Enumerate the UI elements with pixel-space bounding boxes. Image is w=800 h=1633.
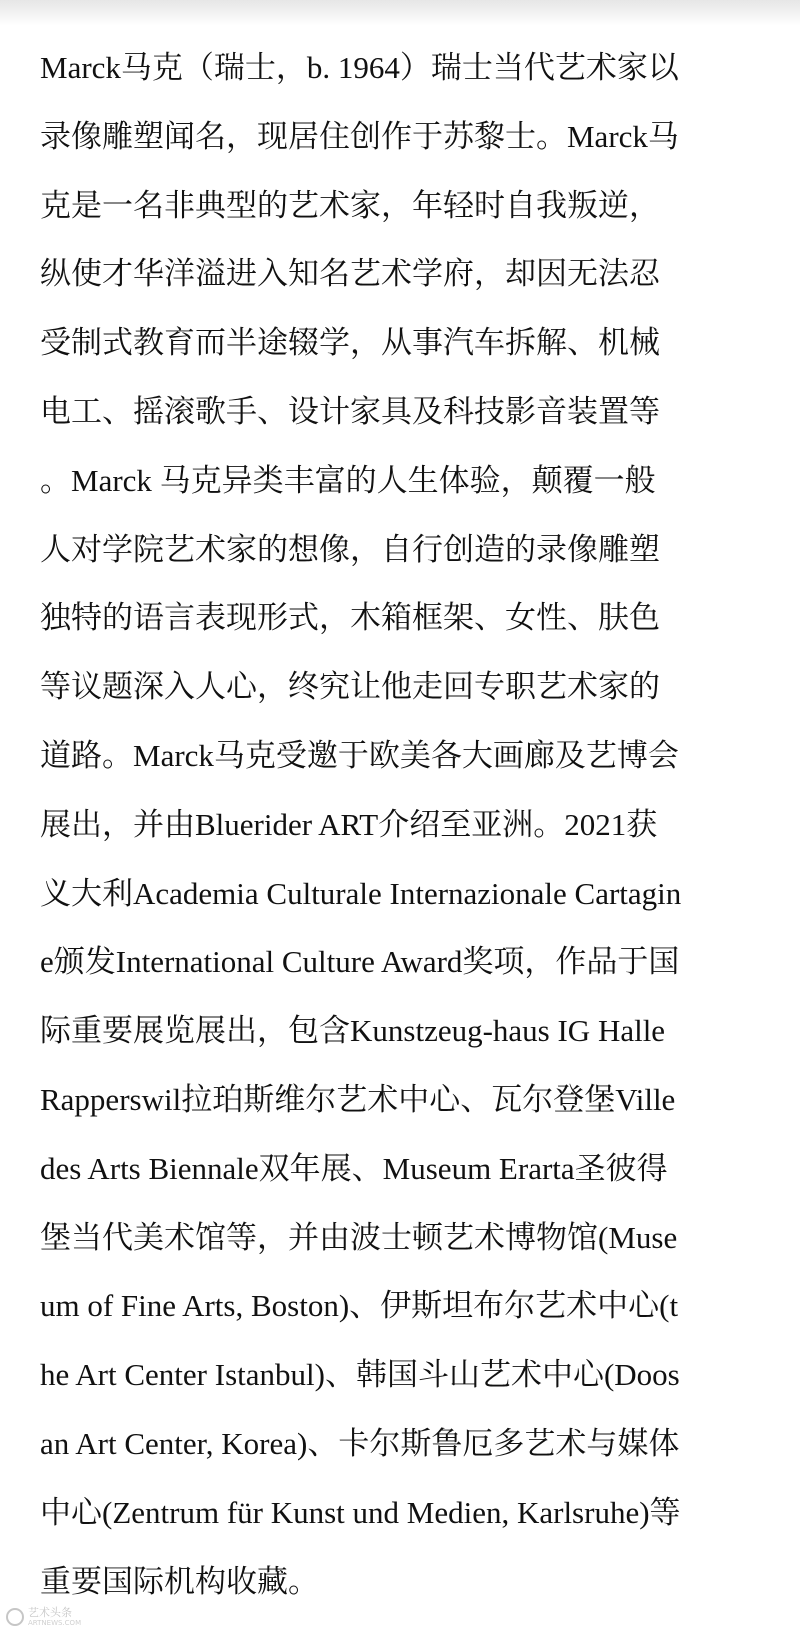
text-line: 克是一名非典型的艺术家，年轻时自我叛逆，: [40, 187, 660, 223]
text-line: 堡当代美术馆等，并由波士顿艺术博物馆(Muse: [40, 1219, 678, 1255]
text-line: des Arts Biennale双年展、Museum Erarta圣彼得: [40, 1150, 668, 1186]
text-line: 人对学院艺术家的想像，自行创造的录像雕塑: [40, 531, 660, 567]
text-line: 道路。Marck马克受邀于欧美各大画廊及艺博会: [40, 737, 679, 773]
text-line: 纵使才华洋溢进入知名艺术学府，却因无法忍: [40, 256, 660, 292]
text-line: 等议题深入人心，终究让他走回专职艺术家的: [40, 669, 660, 705]
watermark-subtext: ARTNEWS.COM: [28, 1619, 82, 1627]
top-shade: [0, 0, 800, 26]
article-body: [40, 34, 770, 1616]
watermark-text: 艺术头条: [28, 1606, 72, 1619]
text-line: 中心(Zentrum für Kunst und Medien, Karlsruhe)等: [40, 1494, 681, 1530]
text-line: 独特的语言表现形式，木箱框架、女性、肤色: [40, 600, 660, 636]
text-line: he Art Center Istanbul)、韩国斗山艺术中心(Doos: [40, 1357, 680, 1393]
watermark: [6, 1607, 81, 1627]
text-line: 重要国际机构收藏。: [40, 1563, 319, 1599]
text-line: 展出，并由Bluerider ART介绍至亚洲。2021获: [40, 806, 658, 842]
text-line: 。Marck 马克异类丰富的人生体验，颠覆一般: [40, 462, 656, 498]
text-line: an Art Center, Korea)、卡尔斯鲁厄多艺术与媒体: [40, 1425, 680, 1461]
watermark-logo-icon: [6, 1608, 24, 1626]
text-line: e颁发International Culture Award奖项，作品于国: [40, 944, 680, 980]
text-line: 电工、摇滚歌手、设计家具及科技影音装置等: [40, 393, 660, 429]
text-line: 受制式教育而半途辍学，从事汽车拆解、机械: [40, 325, 660, 361]
text-line: Rapperswil拉珀斯维尔艺术中心、瓦尔登堡Ville: [40, 1081, 676, 1117]
text-line: 义大利Academia Culturale Internazionale Cartagin: [40, 875, 682, 911]
text-line: um of Fine Arts, Boston)、伊斯坦布尔艺术中心(t: [40, 1288, 679, 1324]
text-line: 际重要展览展出，包含Kunstzeug-haus IG Halle: [40, 1013, 666, 1049]
text-line: 录像雕塑闻名，现居住创作于苏黎士。Marck马: [40, 118, 679, 154]
text-line: Marck马克（瑞士，b. 1964）瑞士当代艺术家以: [40, 50, 679, 85]
